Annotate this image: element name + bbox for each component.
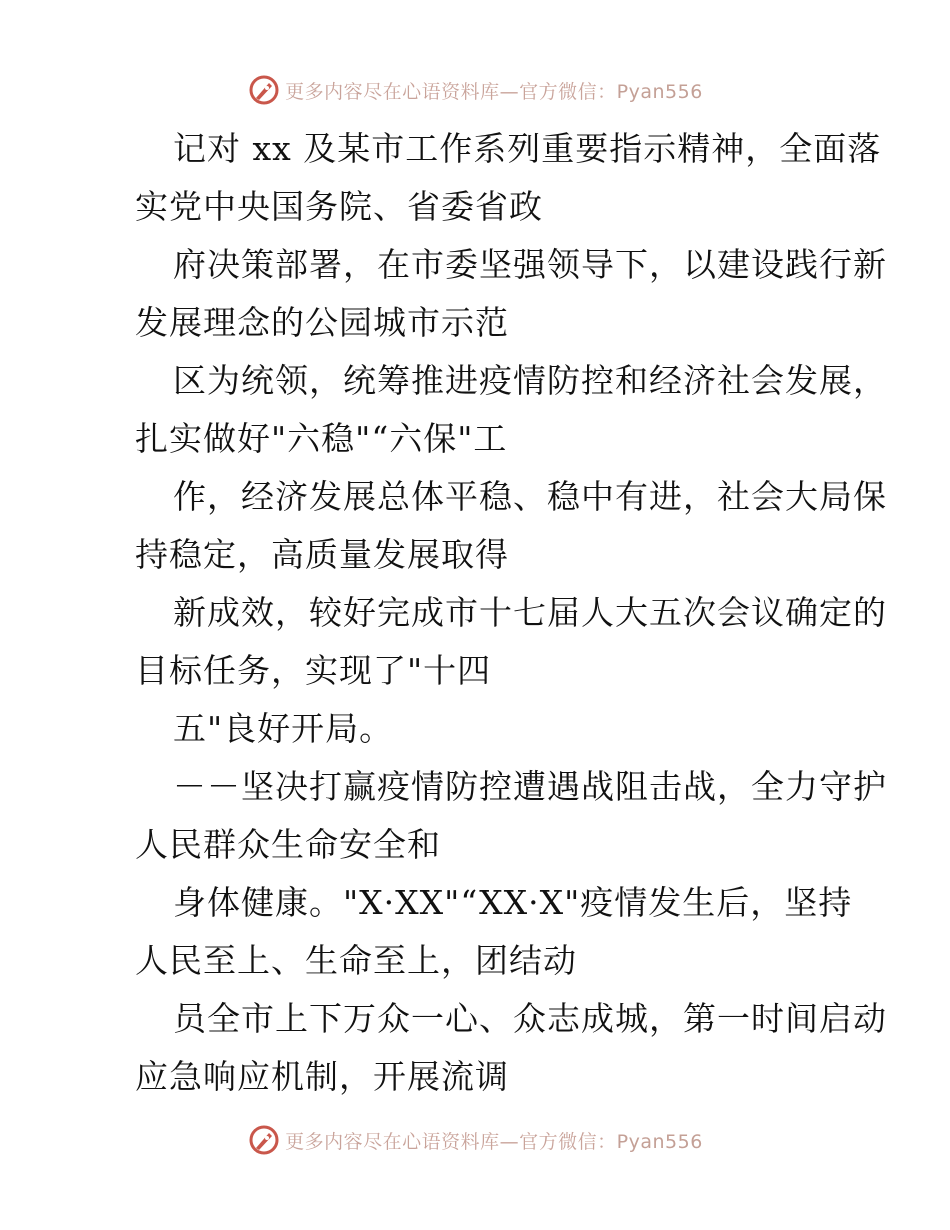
text-line: 发展理念的公园城市示范 (135, 303, 509, 342)
paragraph (97, 700, 857, 758)
text-line: 持稳定，高质量发展取得 (135, 535, 509, 574)
paragraph (97, 120, 882, 236)
paragraph (97, 236, 887, 352)
paragraph (97, 990, 887, 1106)
text-line: 应急响应机制，开展流调 (135, 1057, 509, 1096)
paragraph (97, 468, 887, 584)
text-line: 新成效，较好完成市十七届人大五次会议确定的 (173, 593, 887, 632)
footer-watermark-text: 更多内容尽在心语资料库—官方微信：Pyan556 (285, 1130, 703, 1153)
document-body (97, 120, 887, 1106)
text-line: 区为统领，统筹推进疫情防控和经济社会发展， (173, 361, 887, 400)
text-line: 人民群众生命安全和 (135, 825, 441, 864)
pen-logo-icon (247, 1123, 281, 1157)
paragraph (97, 352, 887, 468)
text-line: 目标任务，实现了"十四 (135, 651, 492, 690)
footer-watermark-banner (0, 1120, 950, 1160)
paragraph (97, 584, 887, 700)
text-line: 记对 xx 及某市工作系列重要指示精神，全面落 (173, 129, 882, 168)
text-line: 作，经济发展总体平稳、稳中有进，社会大局保 (173, 477, 887, 516)
text-line: 实党中央国务院、省委省政 (135, 187, 543, 226)
text-line: －－坚决打赢疫情防控遭遇战阻击战，全力守护 (173, 767, 887, 806)
header-watermark-text: 更多内容尽在心语资料库—官方微信：Pyan556 (285, 80, 703, 103)
text-line: 五"良好开局。 (173, 709, 394, 748)
text-line: 身体健康。"X·XX"“XX·X"疫情发生后，坚持 (173, 883, 853, 922)
paragraph (97, 874, 857, 990)
pen-logo-icon (247, 73, 281, 107)
text-line: 扎实做好"六稳"“六保"工 (135, 419, 508, 458)
text-line: 府决策部署，在市委坚强领导下，以建设践行新 (173, 245, 887, 284)
header-watermark-banner (0, 70, 950, 110)
paragraph (97, 758, 887, 874)
text-line: 人民至上、生命至上，团结动 (135, 941, 577, 980)
text-line: 员全市上下万众一心、众志成城，第一时间启动 (173, 999, 887, 1038)
